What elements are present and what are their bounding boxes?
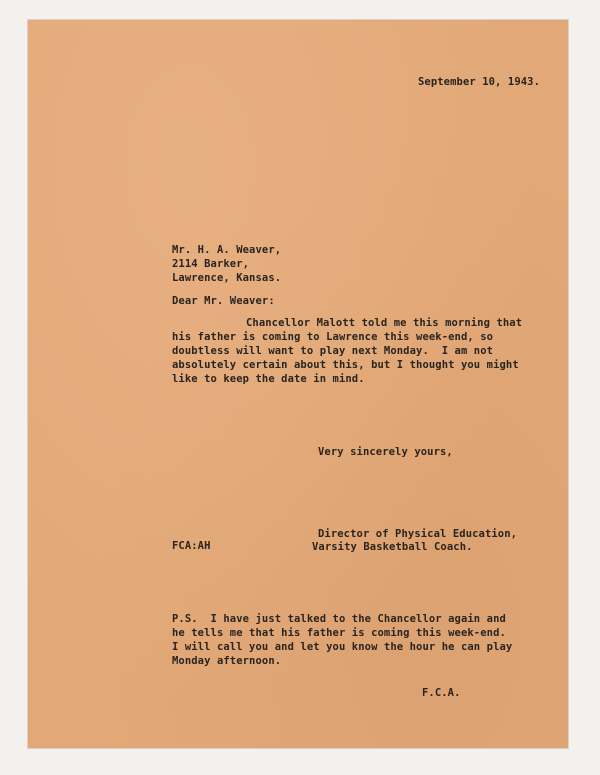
postscript-line: I will call you and let you know the hour he can play — [172, 641, 513, 653]
recipient-city: Lawrence, Kansas. — [172, 272, 282, 284]
recipient-street: 2114 Barker, — [172, 258, 250, 270]
closing: Very sincerely yours, — [318, 446, 453, 458]
signature-title-line: Varsity Basketball Coach. — [312, 541, 473, 553]
postscript-signature: F.C.A. — [422, 687, 461, 699]
body-line: his father is coming to Lawrence this week-end, so — [172, 331, 494, 343]
signature-title-line: Director of Physical Education, — [318, 528, 518, 540]
letter-date: September 10, 1943. — [418, 76, 541, 88]
salutation: Dear Mr. Weaver: — [172, 295, 275, 307]
letter-page — [28, 20, 568, 748]
postscript-line: P.S. I have just talked to the Chancellor again and — [172, 613, 506, 625]
reference-initials: FCA:AH — [172, 540, 211, 552]
body-line: like to keep the date in mind. — [172, 373, 365, 385]
body-line: absolutely certain about this, but I thought you might — [172, 359, 519, 371]
postscript-line: he tells me that his father is coming this week-end. — [172, 627, 506, 639]
body-line: Chancellor Malott told me this morning that — [246, 317, 523, 329]
postscript-line: Monday afternoon. — [172, 655, 282, 667]
recipient-name: Mr. H. A. Weaver, — [172, 244, 282, 256]
body-line: doubtless will want to play next Monday. I am not — [172, 345, 494, 357]
